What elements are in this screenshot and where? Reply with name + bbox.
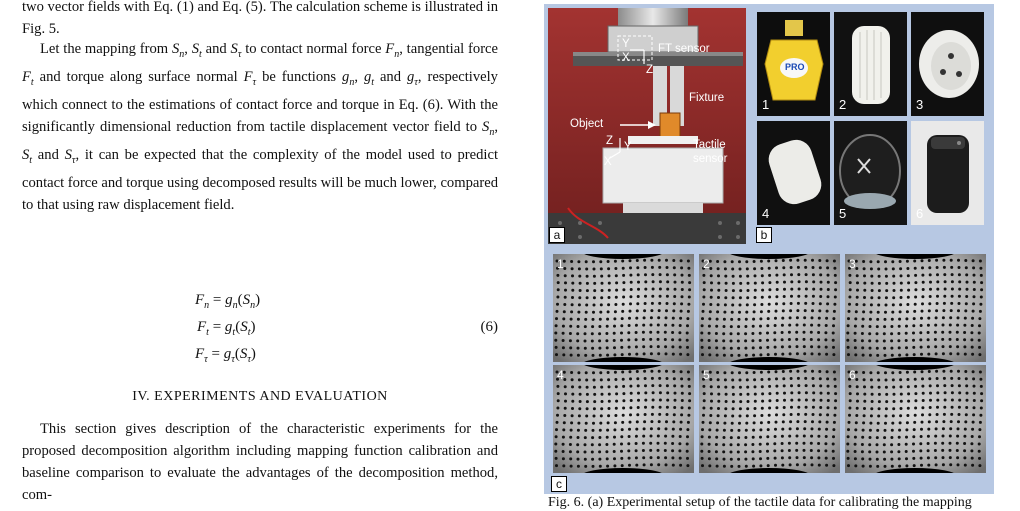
tactile-image-5 xyxy=(699,365,840,473)
paragraph-2: Let the mapping from $S_n$, $S_t$ and $S_\tau$ to contact normal force $F_n$, tangential force $F_t$ and torque along surface normal $F_\tau$ be functions $g_n$, $g_t$ and $g_\tau$, respectively which connect to the estimations of contact force and torque in Eq. (6). With the significantly dimensional reduction from tactile displacement vector field to $S_n$, $S_t$ and $S_\tau$, it can be expected that the complexity of the model used to predict contact force and torque using decomposed results will be much lower, compared to that using raw displacement field. xyxy=(22,41,498,213)
object-label: Object xyxy=(570,118,604,130)
tactile-image-2 xyxy=(699,254,840,362)
object-number-6: 6 xyxy=(916,206,924,221)
axis-label-x-ft: X xyxy=(622,52,630,64)
equation-number: (6) xyxy=(480,319,498,335)
fixture-label: Fixture xyxy=(689,92,725,104)
figure-panel-c xyxy=(548,249,990,492)
object-photo-6 xyxy=(911,121,984,225)
equation-line-normal-force: $F_n = g_n(S_n)$ xyxy=(195,292,261,311)
object-photo-4 xyxy=(757,121,830,225)
figure-panel-a xyxy=(548,8,746,244)
object-number-5: 5 xyxy=(839,206,847,221)
text-column xyxy=(22,0,498,511)
tactile-image-number: 1 xyxy=(557,257,564,271)
tactile-image-3 xyxy=(845,254,986,362)
tactile-image-number: 3 xyxy=(849,257,856,271)
tactile-image-number: 4 xyxy=(557,368,564,382)
axis-label-z-ft: Z xyxy=(646,64,654,76)
ft-sensor-label: FT sensor xyxy=(658,43,710,55)
axis-label-x-tactile: X xyxy=(604,156,612,168)
object-photo-1 xyxy=(757,12,830,116)
axis-label-y-tactile: Y xyxy=(624,141,632,153)
tactile-label: Tactile xyxy=(693,139,726,151)
object-number-1: 1 xyxy=(762,97,770,112)
panel-label-b: b xyxy=(756,227,772,243)
object-1-text: PRO xyxy=(785,62,805,72)
tactile-image-number: 2 xyxy=(703,257,710,271)
axis-label-y-ft: Y xyxy=(622,38,630,50)
object-photo-3 xyxy=(911,12,984,116)
paragraph-1: two vector fields with Eq. (1) and Eq. (5). The calculation scheme is illustrated in Fig. 5. xyxy=(22,0,498,37)
tactile-image-number: 5 xyxy=(703,368,710,382)
axis-label-z-tactile: Z xyxy=(606,135,614,147)
equation-line-tangential-force: $F_t = g_t(S_t)$ xyxy=(197,319,256,338)
figure-caption: Fig. 6. (a) Experimental setup of the tactile data for calibrating the mapping xyxy=(548,495,972,510)
equation-line-torque: $F_\tau = g_\tau(S_\tau)$ xyxy=(195,346,256,365)
figure-panel-b xyxy=(752,8,990,244)
object-photo-5 xyxy=(834,121,907,225)
paragraph-3: This section gives description of the characteristic experiments for the proposed decomposition algorithm including mapping function calibration and baseline comparison to evaluate the advantages of the decomposition method, com- xyxy=(22,421,498,503)
tactile-image-6 xyxy=(845,365,986,473)
section-heading: IV. EXPERIMENTS AND EVALUATION xyxy=(132,389,388,404)
object-number-2: 2 xyxy=(839,97,847,112)
tactile-image-1 xyxy=(553,254,694,362)
object-number-4: 4 xyxy=(762,206,770,221)
sensor-label: sensor xyxy=(693,153,728,165)
panel-label-c: c xyxy=(551,476,567,492)
equation-6 xyxy=(22,292,498,370)
object-number-3: 3 xyxy=(916,97,924,112)
panel-label-a: a xyxy=(549,227,565,243)
tactile-image-4 xyxy=(553,365,694,473)
tactile-image-number: 6 xyxy=(849,368,856,382)
object-photo-2 xyxy=(834,12,907,116)
